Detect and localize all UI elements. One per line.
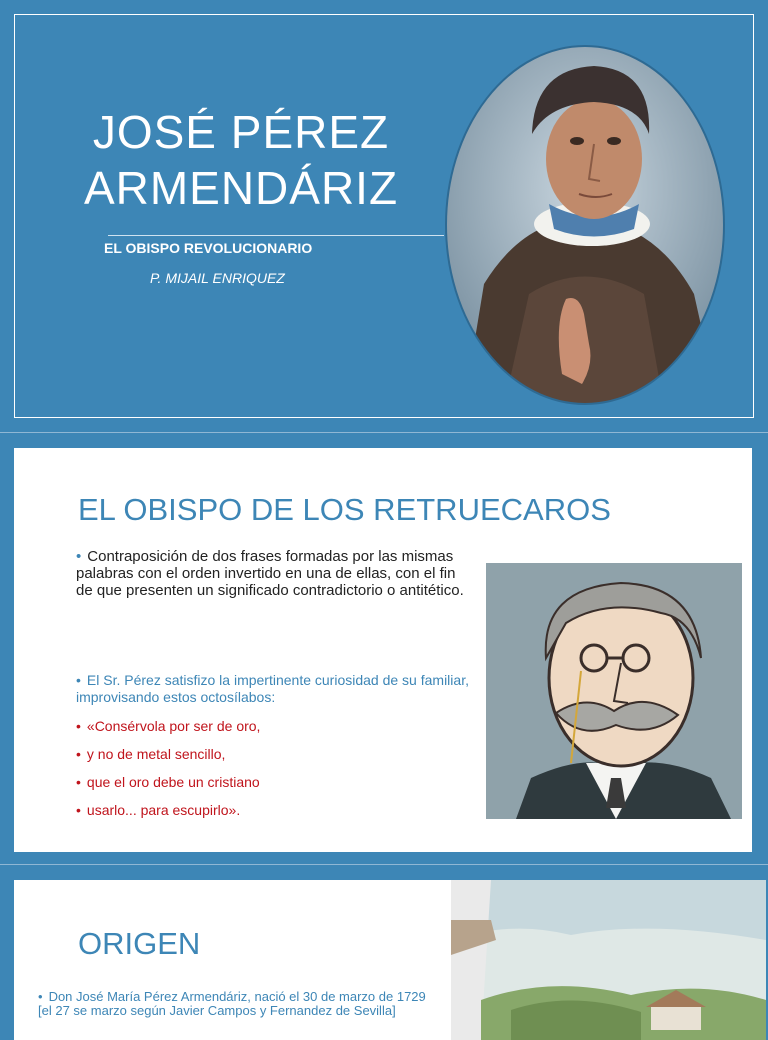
verse-2: • y no de metal sencillo, xyxy=(76,746,225,762)
title-slide xyxy=(0,0,768,432)
verse-4: • usarlo... para escupirlo». xyxy=(76,802,240,818)
slide-subtitle: EL OBISPO REVOLUCIONARIO xyxy=(104,240,313,256)
verse-3: • que el oro debe un cristiano xyxy=(76,774,260,790)
verse-1: • «Consérvola por ser de oro, xyxy=(76,718,260,734)
definition-text: Contraposición de dos frases formadas por las mismas palabras con el orden invertido en una de ellas, con el fin de que presenten un significado contradictorio o antitético. xyxy=(76,548,464,599)
title-line-2: ARMENDÁRIZ xyxy=(83,162,399,214)
slide-card xyxy=(14,448,752,852)
watercolor-landscape-icon xyxy=(451,880,766,1040)
slide-heading: ORIGEN xyxy=(78,926,201,961)
definition-bullet xyxy=(76,548,472,599)
bullet-icon: • xyxy=(38,989,43,1004)
title-line-1: JOSÉ PÉREZ xyxy=(92,106,390,158)
slide-author: P. MIJAIL ENRIQUEZ xyxy=(150,270,285,286)
origin-text: Don José María Pérez Armendáriz, nació el 30 de marzo de 1729 [el 27 se marzo según Javier Campos y Fernandez de Sevilla] xyxy=(38,989,426,1018)
intro-bullet: • El Sr. Pérez satisfizo la impertinente curiosidad de su familiar, improvisando estos octosílabos: xyxy=(76,672,486,706)
origin-bullet xyxy=(38,990,438,1018)
slide-title xyxy=(56,104,426,216)
title-rule xyxy=(108,235,444,236)
caricature-man-icon xyxy=(486,563,742,819)
slide-heading: EL OBISPO DE LOS RETRUECAROS xyxy=(78,492,611,527)
origen-slide xyxy=(0,864,768,1024)
bishop-portrait-icon xyxy=(444,44,726,406)
retruecano-slide xyxy=(0,432,768,862)
slide-card xyxy=(14,880,752,1040)
bullet-icon: • xyxy=(76,548,82,565)
